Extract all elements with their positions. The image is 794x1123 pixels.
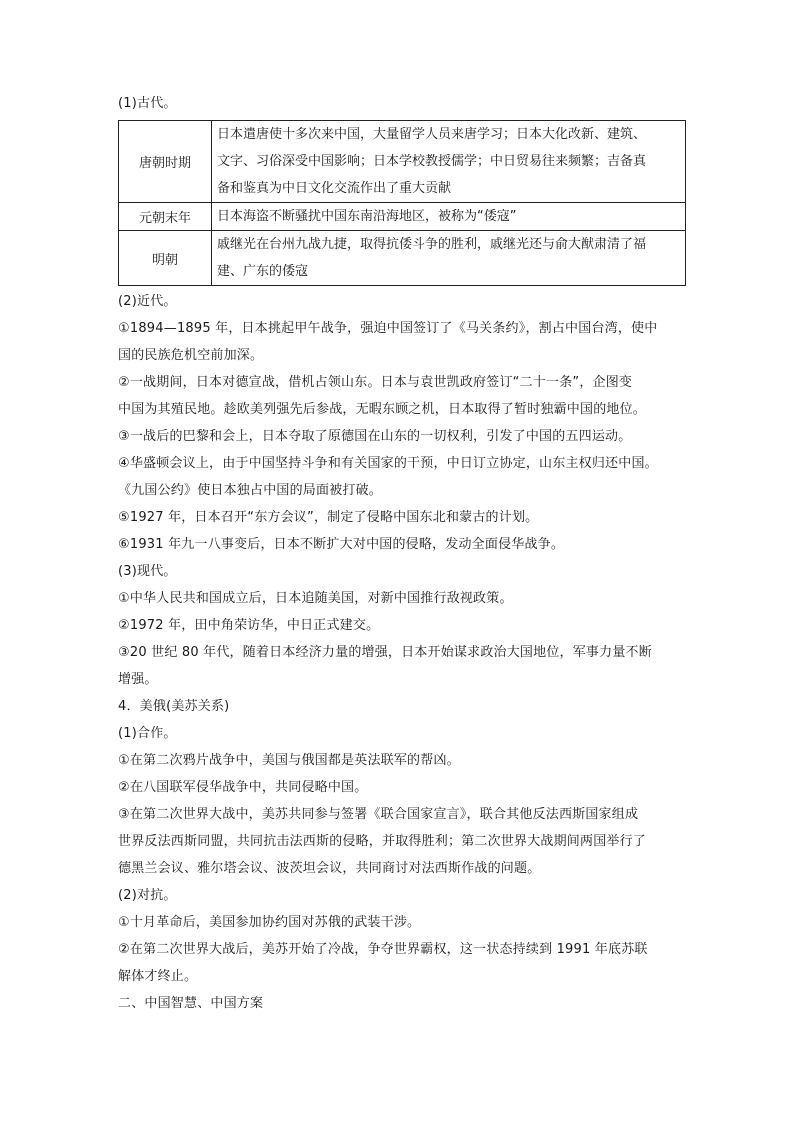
paragraph-line: ⑤1927 年，日本召开“东方会议”，制定了侵略中国东北和蒙古的计划。 (118, 510, 539, 525)
cooperation-heading: (1)合作。 (118, 726, 177, 741)
section-two-heading: 二、中国智慧、中国方案 (118, 996, 264, 1011)
paragraph-line: 中国为其殖民地。趁欧美列强先后参战，无暇东顾之机，日本取得了暂时独霸中国的地位。 (118, 402, 647, 417)
description-cell (212, 121, 686, 203)
description-cell (212, 203, 686, 231)
paragraph-line: 增强。 (118, 672, 158, 687)
paragraph-line: ①十月革命后，美国参加协约国对苏俄的武装干涉。 (118, 915, 421, 930)
paragraph-line: ②在八国联军侵华战争中，共同侵略中国。 (118, 780, 368, 795)
ancient-heading: (1)古代。 (118, 96, 177, 111)
description-line: 文字、习俗深受中国影响；日本学校教授儒学；中日贸易往来频繁；吉备真 (217, 154, 647, 169)
description-line: 日本海盗不断骚扰中国东南沿海地区，被称为“倭寇” (217, 209, 517, 224)
paragraph-line: 解体才终止。 (118, 969, 198, 984)
description-line: 戚继光在台州九战九捷，取得抗倭斗争的胜利，戚继光还与俞大猷肃清了福 (217, 237, 647, 252)
paragraph-line: 世界反法西斯同盟，共同抗击法西斯的侵略，并取得胜利；第二次世界大战期间两国举行了 (118, 834, 647, 849)
period-cell: 元朝末年 (119, 203, 212, 231)
contemporary-section (118, 558, 686, 693)
paragraph-line: 德黑兰会议、雅尔塔会议、波茨坦会议，共同商讨对法西斯作战的问题。 (118, 861, 541, 876)
ancient-relations-table (118, 120, 686, 286)
paragraph-line: ⑥1931 年九一八事变后，日本不断扩大对中国的侵略，发动全面侵华战争。 (118, 537, 565, 552)
us-russia-heading: 4．美俄(美苏关系) (118, 699, 230, 714)
paragraph-line: ①在第二次鸦片战争中，美国与俄国都是英法联军的帮凶。 (118, 753, 460, 768)
paragraph-line: ③在第二次世界大战中，美苏共同参与签署《联合国家宣言》，联合其他反法西斯国家组成 (118, 807, 639, 822)
paragraph-line: ②在第二次世界大战后，美苏开始了冷战，争夺世界霸权，这一状态持续到 1991 年底苏联 (118, 942, 648, 957)
paragraph-line: 国的民族危机空前加深。 (118, 348, 264, 363)
confrontation-heading: (2)对抗。 (118, 888, 177, 903)
description-line: 备和鉴真为中日文化交流作出了重大贡献 (217, 181, 452, 196)
description-cell (212, 231, 686, 286)
paragraph-line: ①中华人民共和国成立后，日本追随美国，对新中国推行敌视政策。 (118, 591, 513, 606)
contemporary-heading: (3)现代。 (118, 564, 177, 579)
table-row (119, 203, 686, 231)
description-line: 建、广东的倭寇 (217, 264, 309, 279)
paragraph-line: ③20 世纪 80 年代，随着日本经济力量的增强，日本开始谋求政治大国地位，军事力量不断 (118, 645, 652, 660)
modern-section (118, 288, 686, 558)
period-cell: 明朝 (119, 231, 212, 286)
modern-heading: (2)近代。 (118, 294, 177, 309)
description-line: 日本遣唐使十多次来中国，大量留学人员来唐学习；日本大化改新、建筑、 (217, 127, 647, 142)
table-row (119, 121, 686, 203)
paragraph-line: ③一战后的巴黎和会上，日本夺取了原德国在山东的一切权利，引发了中国的五四运动。 (118, 429, 632, 444)
paragraph-line: ①1894—1895 年，日本挑起甲午战争，强迫中国签订了《马关条约》，割占中国台湾，使中 (118, 321, 658, 336)
document-page (118, 90, 686, 1017)
period-cell: 唐朝时期 (119, 121, 212, 203)
paragraph-line: ④华盛顿会议上，由于中国坚持斗争和有关国家的干预，中日订立协定，山东主权归还中国。 (118, 456, 658, 471)
us-russia-section (118, 693, 686, 990)
paragraph-line: 《九国公约》使日本独占中国的局面被打破。 (118, 483, 383, 498)
paragraph-line: ②1972 年，田中角荣访华，中日正式建交。 (118, 618, 380, 633)
table-row (119, 231, 686, 286)
paragraph-line: ②一战期间，日本对德宣战，借机占领山东。日本与袁世凯政府签订“二十一条”，企图变 (118, 375, 633, 390)
